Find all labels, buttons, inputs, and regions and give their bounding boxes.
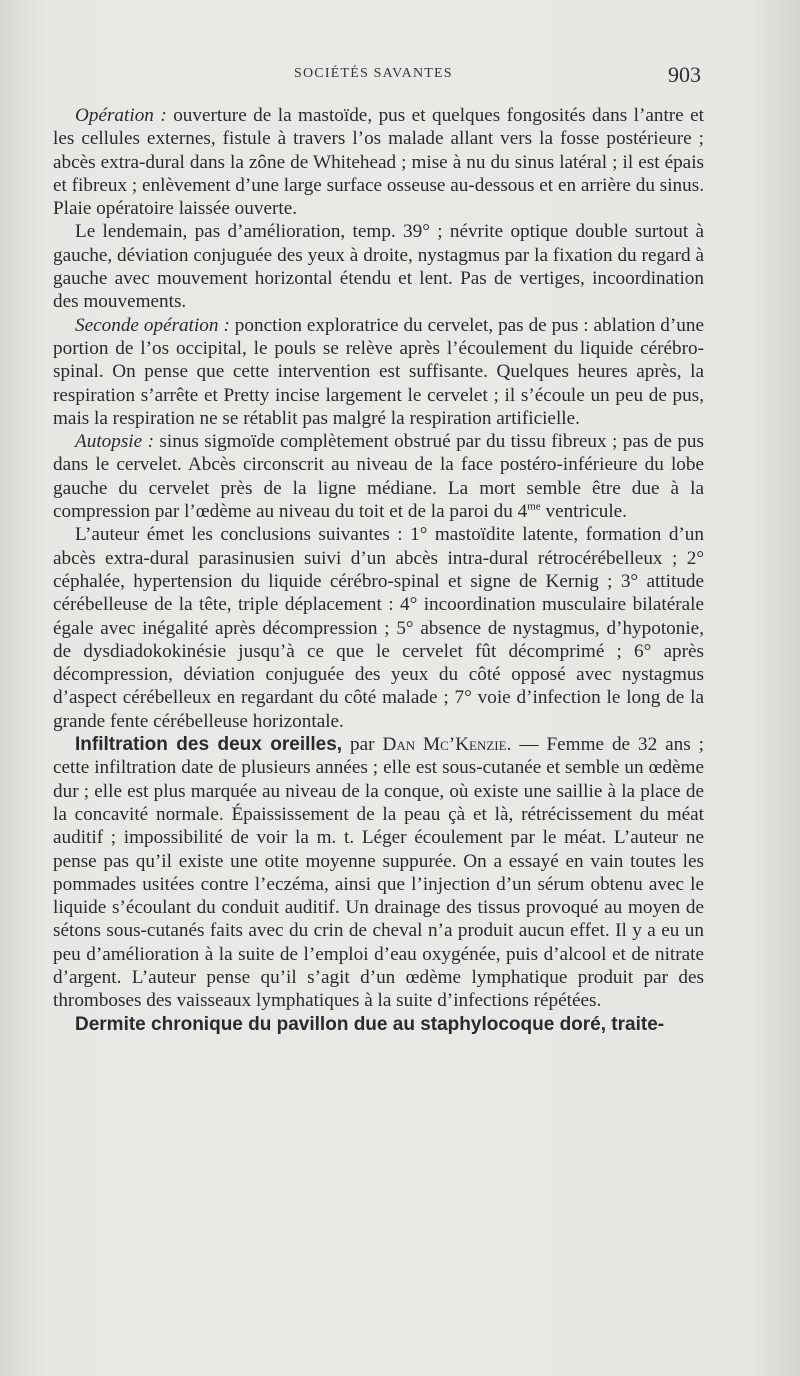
paragraph-operation: [53, 104, 704, 220]
label-seconde-operation: Seconde opération :: [75, 314, 230, 336]
article-body: [53, 104, 704, 1036]
paragraph-lendemain: [53, 220, 704, 313]
page-header: [0, 62, 800, 90]
paragraph-conclusions: [53, 523, 704, 733]
running-title: SOCIÉTÉS SAVANTES: [294, 66, 453, 81]
text-autopsie-a: sinus sigmoïde complètement obstrué par du tissu fibreux ; pas de pus dans le cervelet. Abcès circonscrit au niveau de la face postéro-inférieure du lobe gauche du cervelet près de la ligne médiane. La mort semble être due à la compression par l’œdème au niveau du toit et de la paroi du 4: [53, 431, 704, 523]
text-autopsie-b: ventricule.: [540, 501, 627, 523]
text-lendemain: Le lendemain, pas d’amélioration, temp. 39° ; névrite optique double surtout à gauche, déviation conjuguée des yeux à droite, nystagmus par la fixation du regard à gauche avec mouvement horizontal étendu et lent. Pas de vertiges, incoordination des mouvements.: [53, 221, 704, 313]
label-operation: Opération :: [75, 105, 167, 126]
paragraph-autopsie: [53, 430, 704, 523]
label-autopsie: Autopsie :: [75, 431, 154, 453]
page-number: 903: [668, 62, 701, 87]
heading-dermite: Dermite chronique du pavillon due au staphylocoque doré, traite-: [75, 1013, 665, 1035]
text-by: par: [342, 734, 383, 756]
text-conclusions: L’auteur émet les conclusions suivantes : 1° mastoïdite latente, formation d’un abcès extra-dural parasinusien suivi d’un abcès intra-dural rétrocérébelleux ; 2° céphalée, hypertension du liquide cérébro-spinal et signe de Kernig ; 3° attitude cérébelleuse de la tête, triple déplacement : 4° incoordination musculaire bilatérale égale avec inégalité après décompression ; 5° absence de nystagmus, d’hypotonie, de dysdiadokokinésie jusqu’à ce que le cervelet fût décomprimé ; 6° après décompression, déviation conjuguée des yeux du côté opposé avec nystagmus d’aspect cérébelleux en regardant du côté malade ; 7° voie d’infection le long de la grande fente cérébelleuse horizontale.: [53, 524, 704, 732]
text-seconde-operation: ponction exploratrice du cervelet, pas de pus : ablation d’une portion de l’os occipital, le pouls se relève après l’écoulement du liquide cérébro-spinal. On pense que cette intervention est suffisante. Quelques heures après, la respiration s’arrête et Pretty incise largement le cervelet ; il s’écoule un peu de pus, mais la respiration ne se rétablit pas malgré la respiration artificielle.: [53, 314, 704, 429]
author-name: Dan Mc’Kenzie: [382, 734, 507, 756]
heading-infiltration: Infiltration des deux oreilles,: [75, 734, 343, 756]
paragraph-seconde-operation: [53, 314, 704, 430]
paragraph-infiltration: [53, 733, 704, 1013]
text-infiltration: . — Femme de 32 ans ; cette infiltration date de plusieurs années ; elle est sous-cutanée et semble un œdème dur ; elle est plus marquée au niveau de la conque, où existe une saillie à la place de la concavité normale. Épaississement de la peau çà et là, rétrécissement du méat auditif ; impossibilité de voir la m. t. Léger écoulement par le méat. L’auteur ne pense pas qu’il existe une otite moyenne suppurée. On a essayé en vain toutes les pommades usitées contre l’eczéma, ainsi que l’injection d’un sérum obtenu avec le liquide s’écoulant du conduit auditif. Un drainage des tissus provoqué au moyen de sétons sous-cutanés faits avec du crin de cheval n’a produit aucun effet. Il y a eu un peu d’amélioration à la suite de l’emploi d’eau oxygénée, puis d’alcool et de nitrate d’argent. L’auteur pense qu’il s’agit d’un œdème lymphatique produit par des thromboses des vaisseaux lymphatiques à la suite d’infections répétées.: [53, 734, 705, 1012]
superscript-me: me: [527, 500, 541, 513]
paragraph-dermite: [53, 1013, 704, 1036]
text-operation: ouverture de la mastoïde, pus et quelques fongosités dans l’antre et les cellules externes, fistule à travers l’os malade allant vers la fosse postérieure ; abcès extra-dural dans la zône de Whitehead ; mise à nu du sinus latéral ; il est épais et fibreux ; enlèvement d’une large surface osseuse au-dessous et en arrière du sinus. Plaie opératoire laissée ouverte.: [53, 105, 704, 220]
